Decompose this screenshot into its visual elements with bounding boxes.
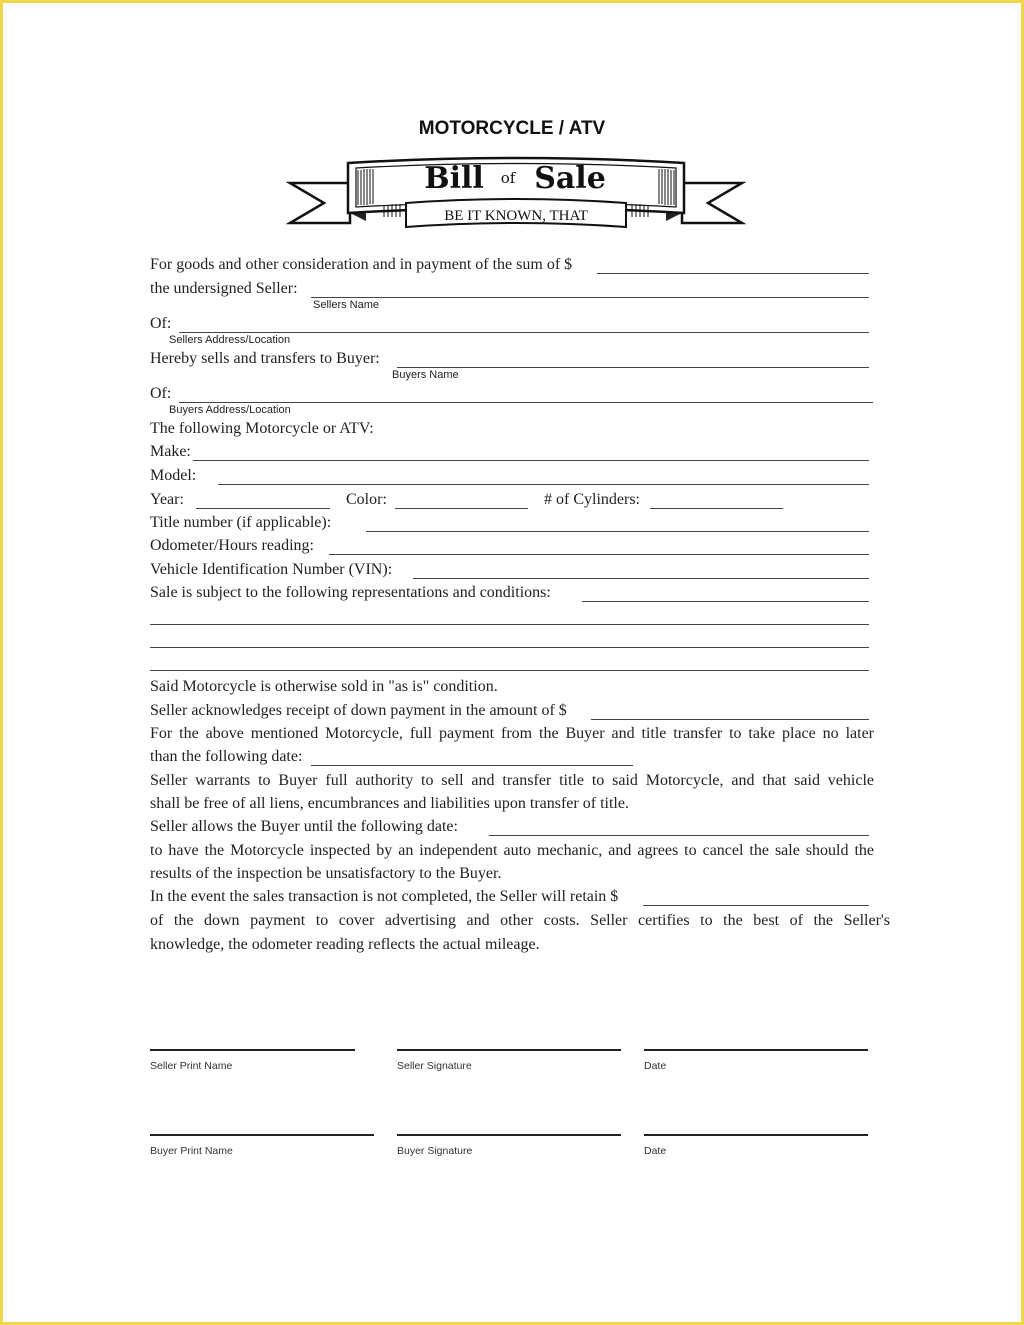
conditions-field-line-3[interactable] — [150, 647, 869, 648]
seller-address-field[interactable] — [179, 332, 869, 333]
seller-signature-line[interactable] — [397, 1049, 621, 1051]
full-payment-date-label: than the following date: — [150, 748, 303, 765]
buyer-address-caption: Buyers Address/Location — [169, 404, 291, 416]
conditions-label: Sale is subject to the following representations and conditions: — [150, 584, 551, 601]
document-title: MOTORCYCLE / ATV — [418, 118, 606, 139]
retain-text-2: of the down payment to cover advertising and other costs. Seller certifies to the best of the Seller's — [150, 912, 890, 929]
title-number-label: Title number (if applicable): — [150, 514, 332, 531]
title-number-field[interactable] — [366, 531, 869, 532]
inspection-text-3: results of the inspection be unsatisfactory to the Buyer. — [150, 865, 502, 882]
banner-left-tail — [290, 183, 350, 223]
buyer-date-caption: Date — [644, 1145, 667, 1157]
seller-date-line[interactable] — [644, 1049, 868, 1051]
buyer-date-line[interactable] — [644, 1134, 868, 1136]
model-field[interactable] — [218, 484, 869, 485]
model-label: Model: — [150, 467, 197, 484]
vin-label: Vehicle Identification Number (VIN): — [150, 561, 393, 578]
odometer-field[interactable] — [329, 554, 869, 555]
conditions-field-line-2[interactable] — [150, 624, 869, 625]
seller-signature-caption: Seller Signature — [397, 1060, 472, 1072]
warrants-text-1: Seller warrants to Buyer full authority to sell and transfer title to said Motorcycle, and that said vehicle — [150, 772, 874, 789]
conditions-field-line-1[interactable] — [582, 601, 869, 602]
buyer-print-name-line[interactable] — [150, 1134, 374, 1136]
down-payment-label: Seller acknowledges receipt of down payment in the amount of $ — [150, 702, 567, 719]
banner-subtitle: BE IT KNOWN, THAT — [444, 208, 588, 224]
of-label-buyer: Of: — [150, 385, 172, 402]
cylinders-field[interactable] — [650, 508, 783, 509]
conditions-field-line-4[interactable] — [150, 670, 869, 671]
bill-of-sale-banner — [286, 155, 746, 231]
odometer-label: Odometer/Hours reading: — [150, 537, 314, 554]
buyer-address-field[interactable] — [179, 402, 873, 403]
sum-field[interactable] — [597, 273, 869, 274]
buyer-label: Hereby sells and transfers to Buyer: — [150, 350, 380, 367]
seller-address-caption: Sellers Address/Location — [169, 334, 291, 346]
buyer-signature-caption: Buyer Signature — [397, 1145, 473, 1157]
cylinders-label: # of Cylinders: — [544, 491, 640, 508]
inspection-text-2: to have the Motorcycle inspected by an independent auto mechanic, and agrees to cancel the sale should the — [150, 842, 874, 859]
banner-text-of: of — [500, 169, 516, 187]
banner-text-bill: Bill — [424, 161, 484, 196]
inspection-date-label: Seller allows the Buyer until the following date: — [150, 818, 458, 835]
as-is-text: Said Motorcycle is otherwise sold in "as is" condition. — [150, 678, 498, 695]
seller-date-caption: Date — [644, 1060, 667, 1072]
warrants-text-2: shall be free of all liens, encumbrances and liabilities upon transfer of title. — [150, 795, 629, 812]
vin-field[interactable] — [413, 578, 869, 579]
full-payment-text: For the above mentioned Motorcycle, full payment from the Buyer and title transfer to take place no later — [150, 725, 874, 742]
banner-text-sale: Sale — [534, 161, 606, 196]
retain-text-3: knowledge, the odometer reading reflects the actual mileage. — [150, 936, 540, 953]
vehicle-intro: The following Motorcycle or ATV: — [150, 420, 374, 437]
down-payment-field[interactable] — [591, 719, 869, 720]
buyer-name-field[interactable] — [397, 367, 869, 368]
buyer-signature-line[interactable] — [397, 1134, 621, 1136]
seller-print-name-line[interactable] — [150, 1049, 355, 1051]
sum-label: For goods and other consideration and in payment of the sum of $ — [150, 256, 573, 273]
of-label-seller: Of: — [150, 315, 172, 332]
full-payment-date-field[interactable] — [311, 765, 633, 766]
buyer-print-name-caption: Buyer Print Name — [150, 1145, 233, 1157]
seller-name-field[interactable] — [311, 297, 869, 298]
make-label: Make: — [150, 443, 191, 460]
seller-print-name-caption: Seller Print Name — [150, 1060, 233, 1072]
seller-label: the undersigned Seller: — [150, 280, 298, 297]
buyer-name-caption: Buyers Name — [392, 369, 459, 381]
color-field[interactable] — [395, 508, 528, 509]
make-field[interactable] — [193, 460, 869, 461]
document-page — [3, 3, 1021, 1322]
year-field[interactable] — [196, 508, 330, 509]
inspection-date-field[interactable] — [489, 835, 869, 836]
retain-amount-field[interactable] — [643, 905, 869, 906]
seller-name-caption: Sellers Name — [313, 299, 380, 311]
year-label: Year: — [150, 491, 184, 508]
banner-right-tail — [682, 183, 742, 223]
retain-label: In the event the sales transaction is not completed, the Seller will retain $ — [150, 888, 619, 905]
color-label: Color: — [346, 491, 387, 508]
